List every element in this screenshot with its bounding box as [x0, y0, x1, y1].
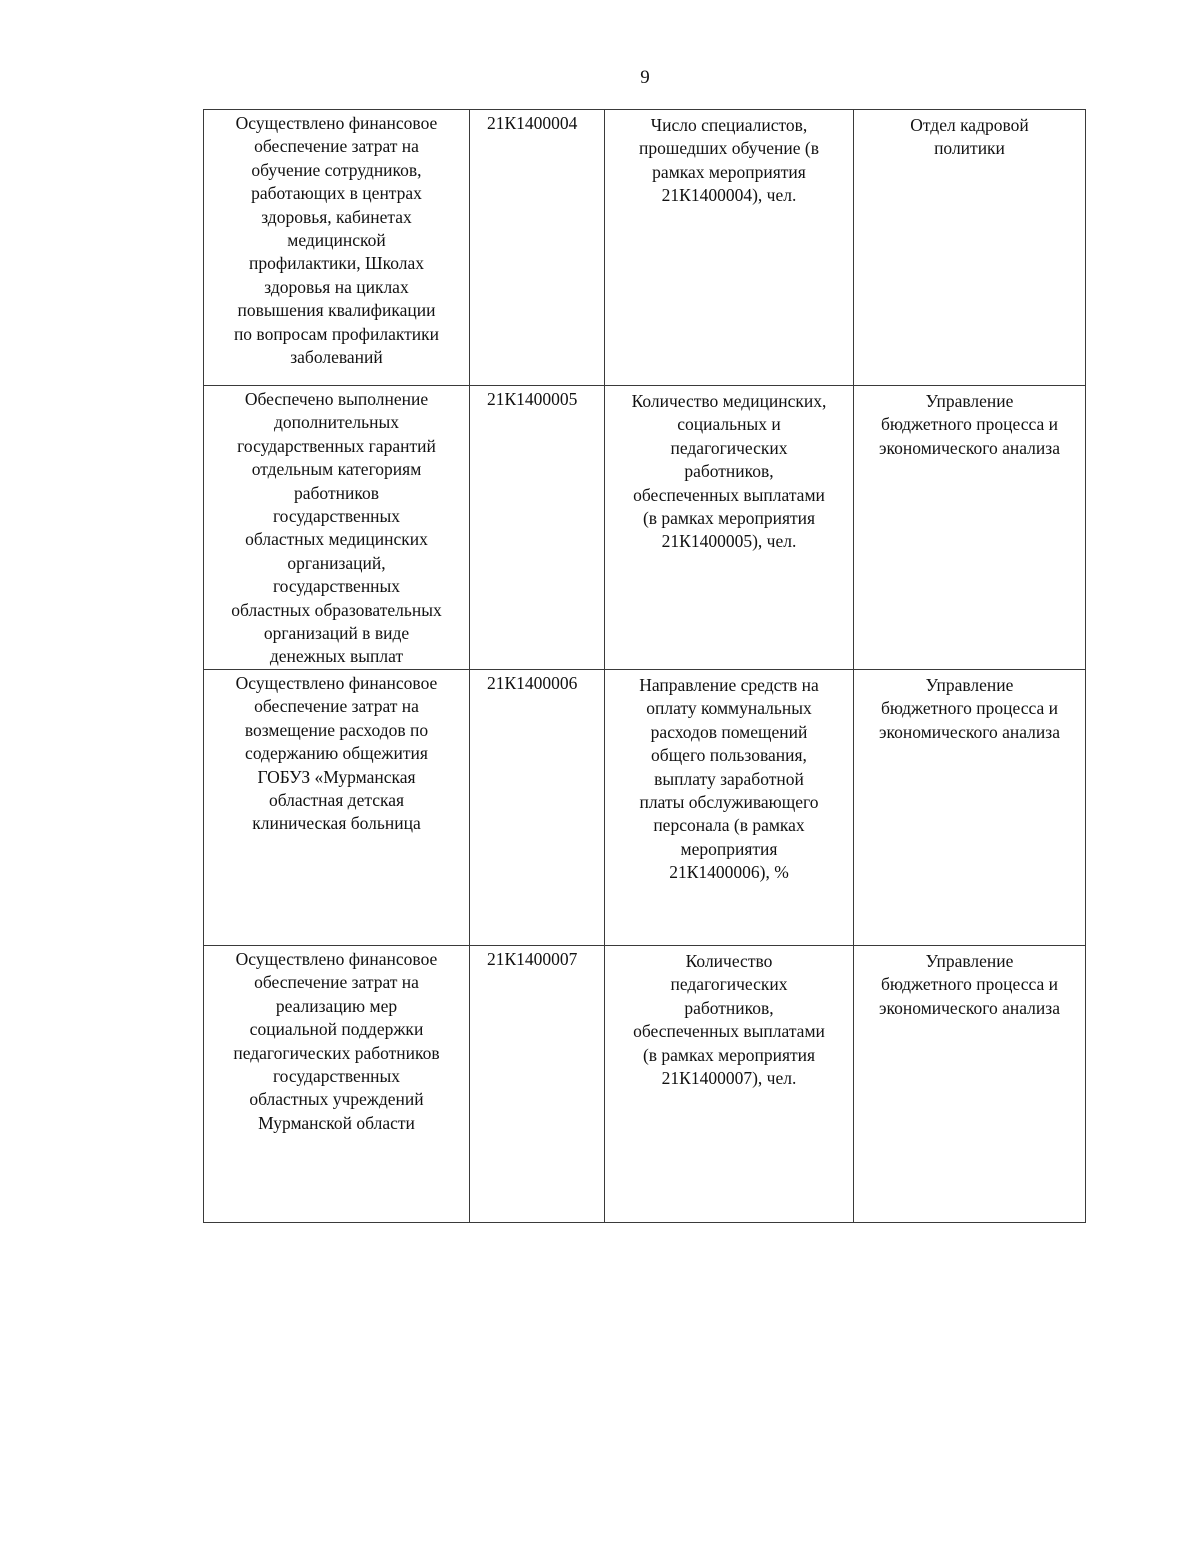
- table-row: [204, 669, 1086, 945]
- code-cell: 21К1400007: [470, 945, 605, 1222]
- table-row: [204, 110, 1086, 386]
- indicator-cell: Число специалистов, прошедших обучение (в рамках мероприятия 21К1400004), чел.: [605, 110, 854, 386]
- responsible-cell: Управление бюджетного процесса и экономического анализа: [854, 669, 1086, 945]
- code-cell: 21К1400004: [470, 110, 605, 386]
- page-number: 9: [640, 67, 650, 88]
- indicator-cell: Количество медицинских, социальных и педагогических работников, обеспеченных выплатами (в рамках мероприятия 21К1400005), чел.: [605, 386, 854, 670]
- code-cell: 21К1400005: [470, 386, 605, 670]
- measures-table: [203, 109, 1086, 1223]
- result-cell: Обеспечено выполнение дополнительных государственных гарантий отдельным категориям работников государственных областных медицинских организаций, государственных областных образовательных организаций в виде денежных выплат: [204, 386, 470, 670]
- responsible-cell: Управление бюджетного процесса и экономического анализа: [854, 945, 1086, 1222]
- result-cell: Осуществлено финансовое обеспечение затрат на обучение сотрудников, работающих в центрах здоровья, кабинетах медицинской профилактики, Школах здоровья на циклах повышения квалификации по вопросам профилактики заболеваний: [204, 110, 470, 386]
- result-cell: Осуществлено финансовое обеспечение затрат на реализацию мер социальной поддержки педагогических работников государственных областных учреждений Мурманской области: [204, 945, 470, 1222]
- responsible-cell: Отдел кадровой политики: [854, 110, 1086, 386]
- responsible-cell: Управление бюджетного процесса и экономического анализа: [854, 386, 1086, 670]
- result-cell: Осуществлено финансовое обеспечение затрат на возмещение расходов по содержанию общежития ГОБУЗ «Мурманская областная детская клиническая больница: [204, 669, 470, 945]
- indicator-cell: Количество педагогических работников, обеспеченных выплатами (в рамках мероприятия 21К1400007), чел.: [605, 945, 854, 1222]
- table-row: [204, 386, 1086, 670]
- table-row: [204, 945, 1086, 1222]
- indicator-cell: Направление средств на оплату коммунальных расходов помещений общего пользования, выплату заработной платы обслуживающего персонала (в рамках мероприятия 21К1400006), %: [605, 669, 854, 945]
- code-cell: 21К1400006: [470, 669, 605, 945]
